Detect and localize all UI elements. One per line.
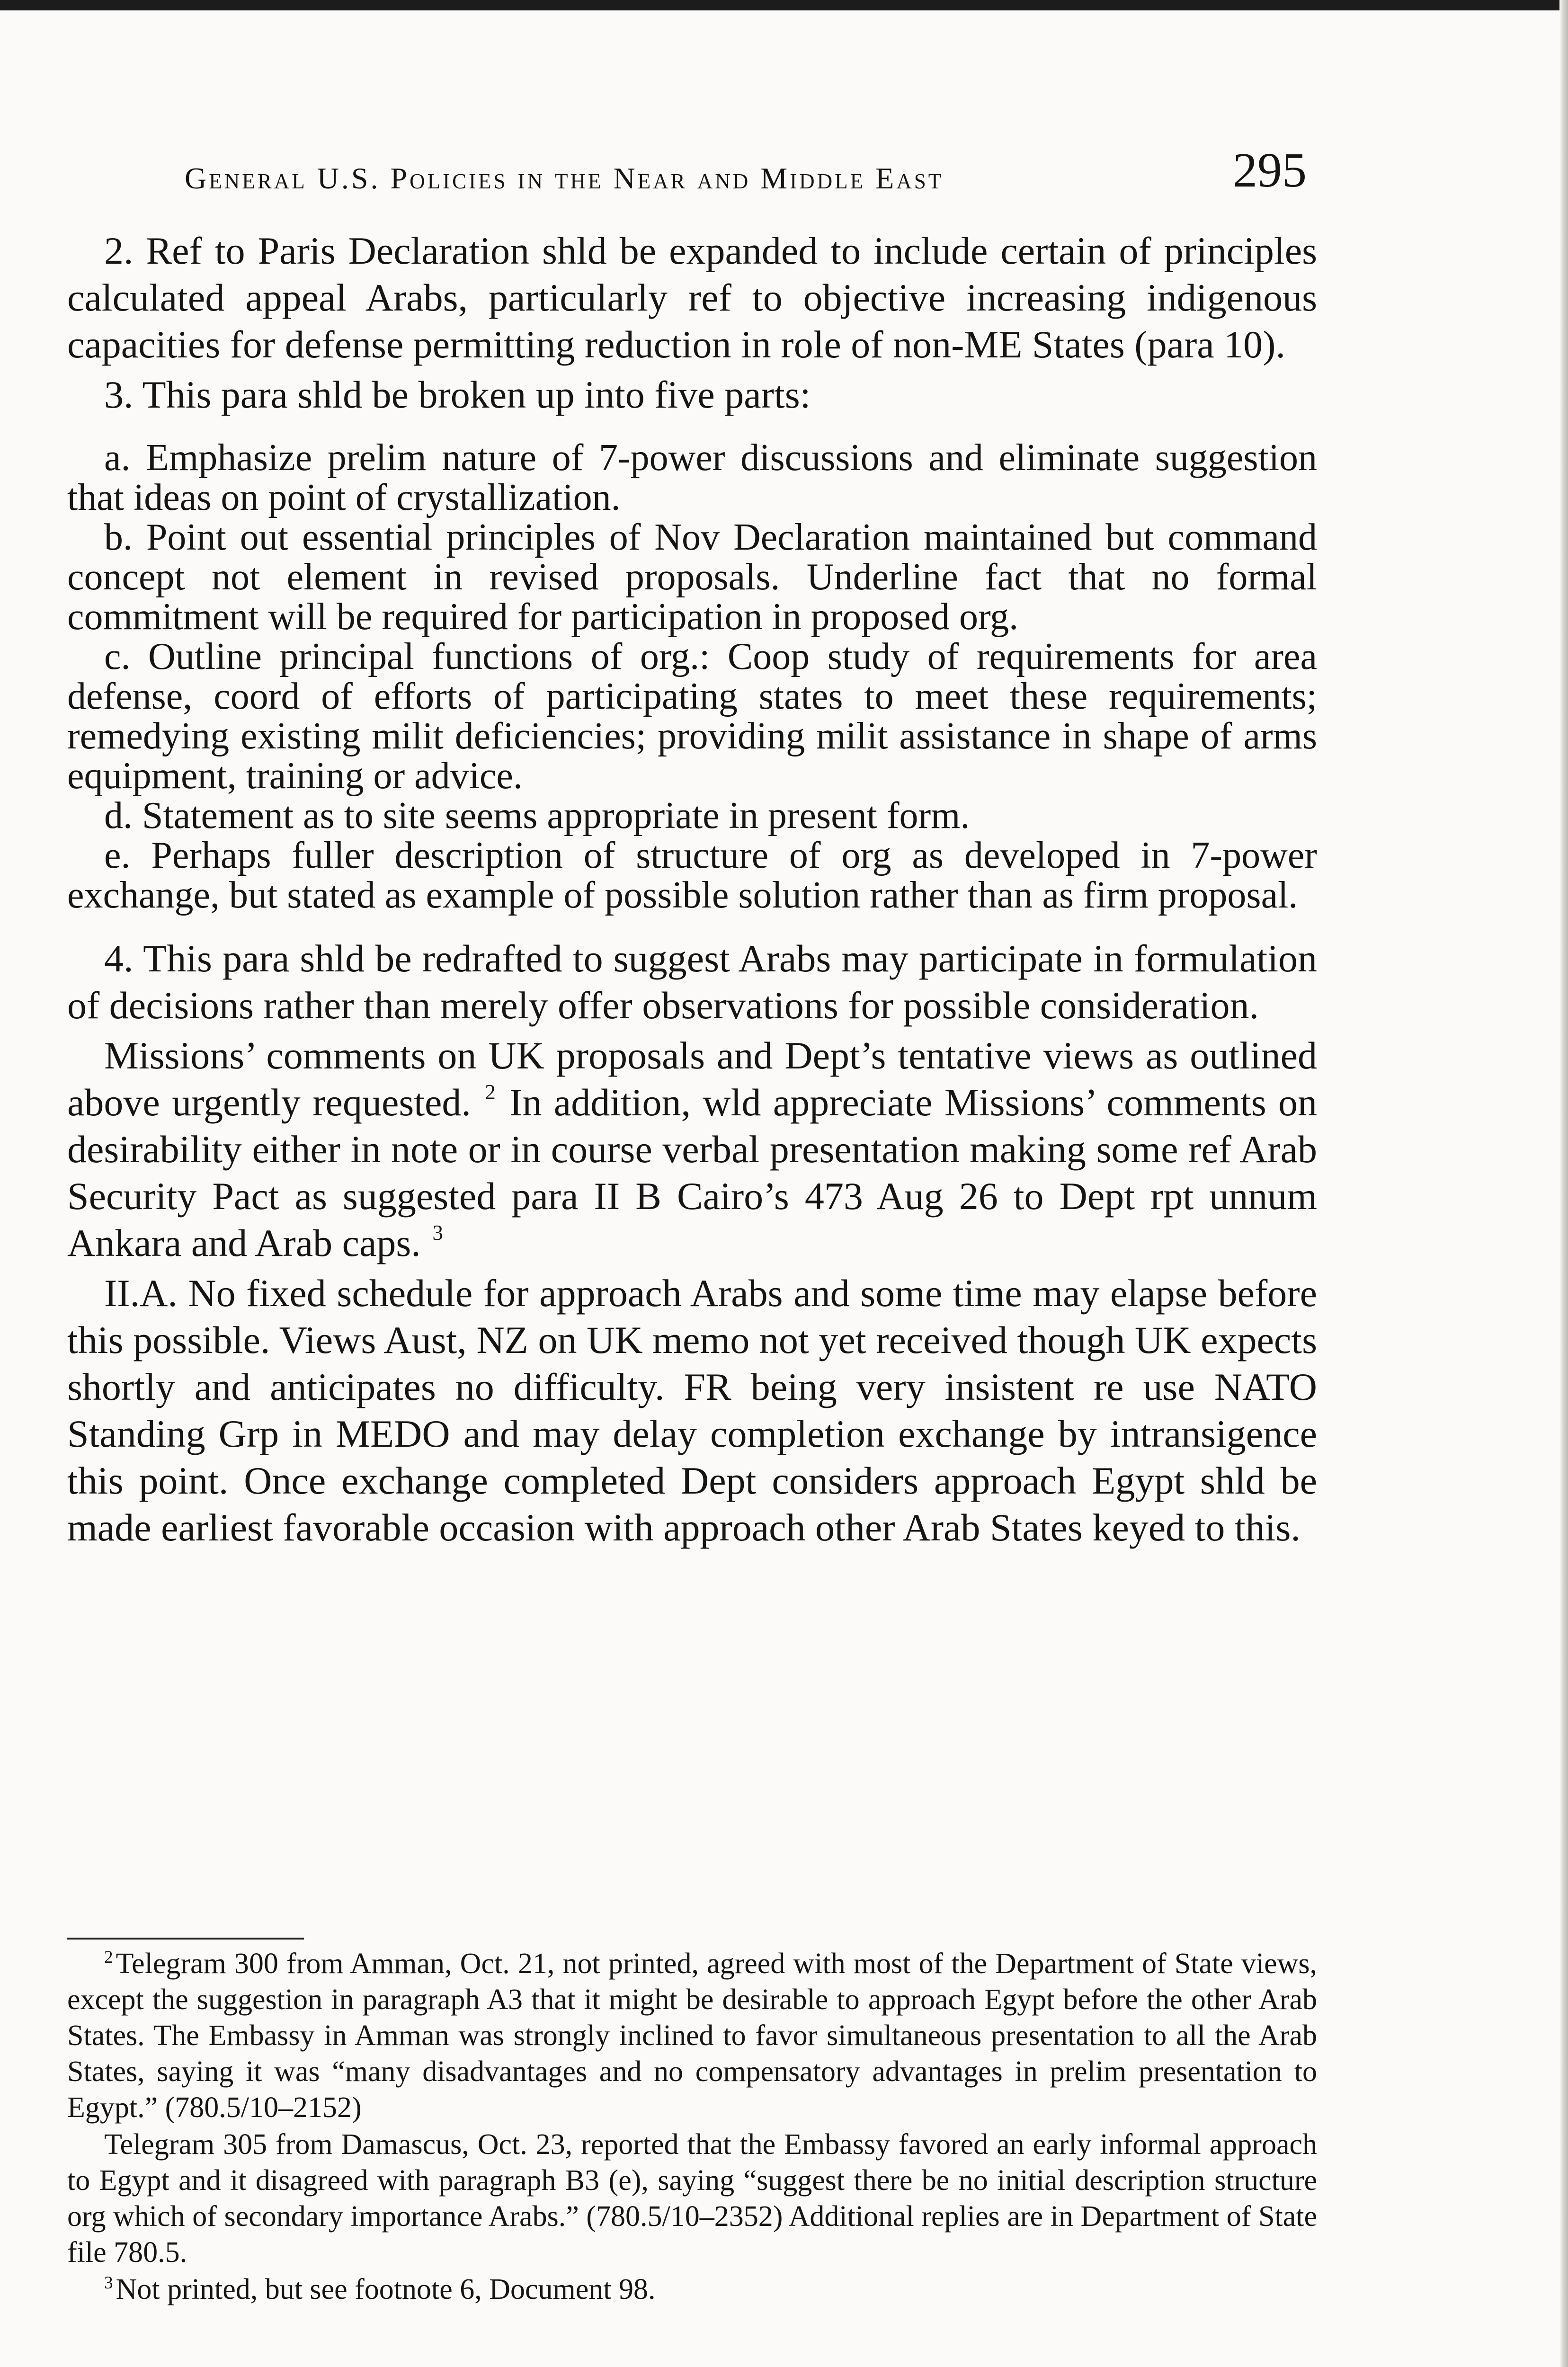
sub-item-list (67, 438, 1317, 915)
footnotes (67, 1946, 1317, 2308)
footnote-3-text: Not printed, but see footnote 6, Document 98. (116, 2273, 656, 2305)
page-top-edge (0, 0, 1568, 10)
missions-text-part1: Missions’ comments on UK proposals and Dept’s tentative views as outlined above urgently requested. (67, 1034, 1317, 1124)
footnote-rule (67, 1938, 304, 1940)
paragraph-4: 4. This para shld be redrafted to suggest Arabs may participate in formulation of decisions rather than merely offer observations for possible consideration. (67, 937, 1317, 1027)
sub-item-c: c. Outline principal functions of org.: Coop study of requirements for area defense, coord of efforts of participating states to meet these requirements; remedying existing milit deficiencies; providing milit assistance in shape of arms equipment, training or advice. (67, 636, 1317, 797)
paragraph-iia: II.A. No fixed schedule for approach Arabs and some time may elapse before this possible. Views Aust, NZ on UK memo not yet received though UK expects shortly and anticipates no difficulty. FR being very insistent re use NATO Standing Grp in MEDO and may delay completion exchange by intransigence this point. Once exchange completed Dept considers approach Egypt shld be made earliest favorable occasion with approach other Arab States keyed to this. (67, 1272, 1317, 1549)
main-text (67, 227, 1317, 1554)
running-head (185, 142, 1307, 208)
footnote-2-mark: 2 (104, 1947, 113, 1967)
sub-item-e: e. Perhaps fuller description of structure of org as developed in 7-power exchange, but stated as example of possible solution rather than as firm proposal. (67, 835, 1317, 916)
footnote-2-text: Telegram 300 from Amman, Oct. 21, not printed, agreed with most of the Department of State views, except the suggestion in paragraph A3 that it might be desirable to approach Egypt before the other Arab States. The Embassy in Amman was strongly inclined to favor simultaneous presentation to all the Arab States, saying it was “many disadvantages and no compensatory advantages in prelim presentation to Egypt.” (780.5/10–2152) (67, 1948, 1317, 2124)
footnote-ref-3[interactable]: 3 (432, 1221, 443, 1245)
page-number: 295 (1233, 143, 1307, 197)
sub-item-a: a. Emphasize prelim nature of 7-power discussions and eliminate suggestion that ideas on point of crystallization. (67, 437, 1317, 518)
sub-item-b: b. Point out essential principles of Nov Declaration maintained but command concept not element in revised proposals. Underline fact that no formal commitment will be required for participation in proposed org. (67, 516, 1317, 638)
paragraph-2: 2. Ref to Paris Declaration shld be expanded to include certain of principles calculated appeal Arabs, particularly ref to objective increasing indigenous capacities for defense permitting reduction in role of non-ME States (para 10). (67, 229, 1317, 366)
page-right-edge (1559, 0, 1568, 2367)
footnote-ref-2[interactable]: 2 (485, 1080, 496, 1104)
sub-item-d: d. Statement as to site seems appropriate in present form. (104, 795, 970, 836)
footnote-3 (67, 2271, 1317, 2307)
footnote-3-mark: 3 (104, 2273, 113, 2293)
paragraph-missions (67, 1032, 1317, 1266)
footnote-2-continued: Telegram 305 from Damascus, Oct. 23, reported that the Embassy favored an early informal approach to Egypt and it disagreed with paragraph B3 (e), saying “suggest there be no initial description structure org which of secondary importance Arabs.” (780.5/10–2352) Additional replies are in Department of State file 780.5. (67, 2128, 1317, 2269)
paragraph-3: 3. This para shld be broken up into five parts: (104, 373, 811, 416)
missions-text-part2: In addition, wld appreciate Missions’ comments on desirability either in note or in course verbal presentation making some ref Arab Security Pact as suggested para II B Cairo’s 473 Aug 26 to Dept rpt unnum Ankara and Arab caps. (67, 1081, 1318, 1264)
footnote-2 (67, 1946, 1317, 2126)
running-head-title: General U.S. Policies in the Near and Middle East (185, 161, 944, 195)
